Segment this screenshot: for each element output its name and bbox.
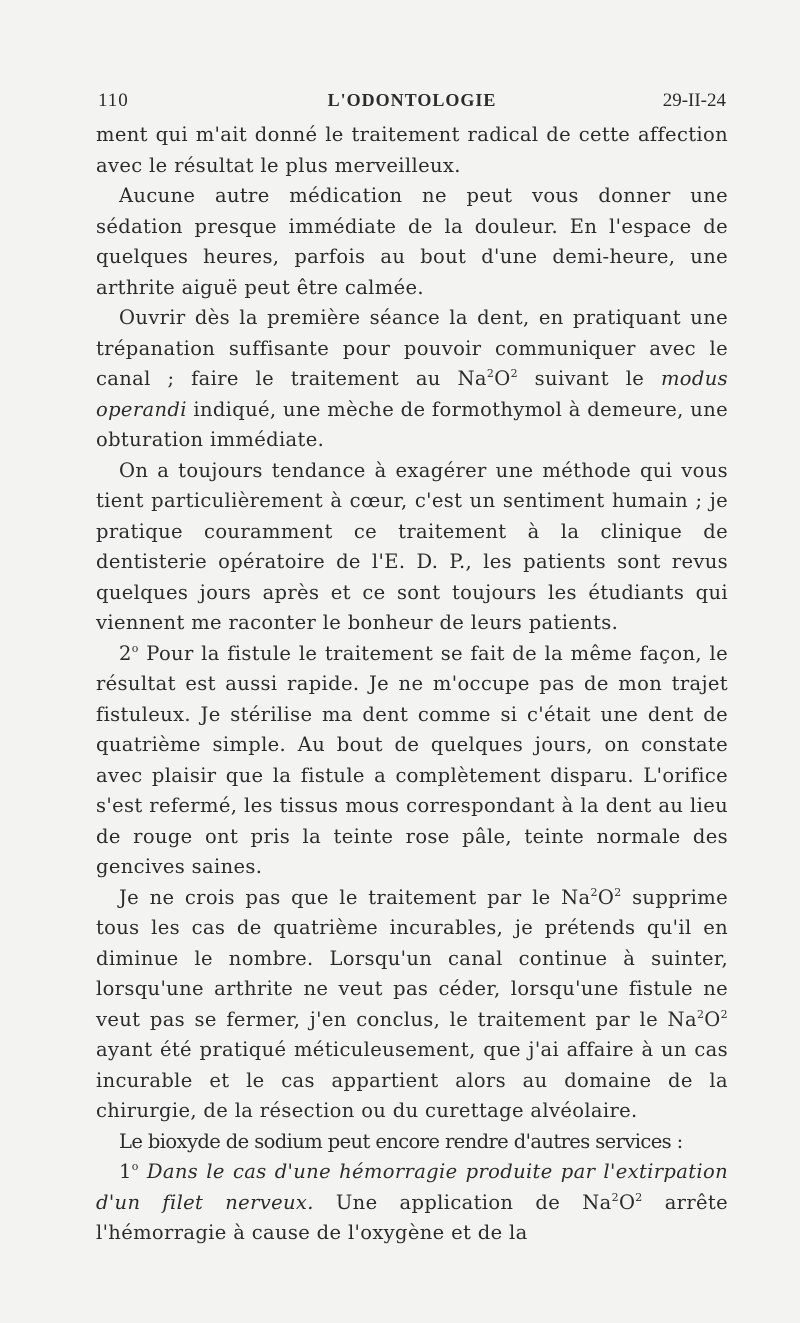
chemical-formula: $Na^2O^2$ (561, 885, 622, 909)
paragraph-procedure: Ouvrir dès la première séance la dent, en pratiquant une trépanation suffisante pour pouvoir communiquer avec le canal ; faire le traitement au $Na^2O^2$ suivant le modus operandi indiqué, une mèche de formothymol à demeure, une obturation immédiate. (96, 306, 728, 451)
ordinal-number: 2$^o$ (119, 641, 139, 665)
paragraph-fistula: 2$^o$ Pour la fistule le traitement se fait de la même façon, le résultat est aussi rapide. Je ne m'occupe pas de mon trajet fistuleux. Je stérilise ma dent comme si c'était une dent de quatrième simple. Au bout de quelques jours, on constate avec plaisir que la fistule a complètement disparu. L'orifice s'est refermé, les tissus mous correspondant à la dent au lieu de rouge ont pris la teinte rose pâle, teinte normale des gencives saines. (96, 641, 728, 878)
paragraph-other-services: Le bioxyde de sodium peut encore rendre d'autres services : (119, 1129, 683, 1153)
page-number: 110 (98, 90, 129, 111)
chemical-formula: $Na^2O^2$ (582, 1190, 643, 1214)
italic-phrase: modus operandi (96, 367, 728, 421)
italic-heading: Dans le cas d'une hémorragie produite par l'extirpation d'un filet nerveux. (96, 1160, 728, 1214)
ordinal-number: 1$^o$ (119, 1160, 139, 1183)
paragraph-sedation: Aucune autre médication ne peut vous donner une sédation presque immédiate de la douleur. En l'espace de quelques heures, parfois au bout d'une demi-heure, une arthrite aiguë peut être calmée. (96, 184, 728, 299)
body-text (96, 120, 728, 1249)
document-page (96, 80, 728, 1249)
paragraph-hemorrhage: 1$^o$ Dans le cas d'une hémorragie produite par l'extirpation d'un filet nerveux. Une application de $Na^2O^2$ arrête l'hémorragie à cause de l'oxygène et de la (96, 1160, 728, 1244)
issue-date: 29-II-24 (662, 90, 726, 111)
running-header (96, 80, 728, 120)
chemical-formula: $Na^2O^2$ (667, 1007, 728, 1031)
journal-title: L'ODONTOLOGIE (327, 90, 497, 110)
paragraph-incurable: Je ne crois pas que le traitement par le $Na^2O^2$ supprime tous les cas de quatrième incurables, je prétends qu'il en diminue le nombre. Lorsqu'un canal continue à suinter, lorsqu'une arthrite ne veut pas céder, lorsqu'une fistule ne veut pas se fermer, j'en conclus, le traitement par le $Na^2O^2$ ayant été pratiqué méticuleusement, que j'ai affaire à un cas incurable et le cas appartient alors au domaine de la chirurgie, de la résection ou du curettage alvéolaire. (96, 885, 728, 1122)
paragraph-tendency: On a toujours tendance à exagérer une méthode qui vous tient particulièrement à cœur, c'est un sentiment humain ; je pratique couramment ce traitement à la clinique de dentisterie opératoire de l'E. D. P., les patients sont revus quelques jours après et ce sont toujours les étudiants qui viennent me raconter le bonheur de leurs patients. (96, 458, 728, 634)
chemical-formula: $Na^2O^2$ (457, 367, 518, 390)
paragraph-continuation: ment qui m'ait donné le traitement radical de cette affection avec le résultat le plus merveilleux. (96, 123, 728, 177)
